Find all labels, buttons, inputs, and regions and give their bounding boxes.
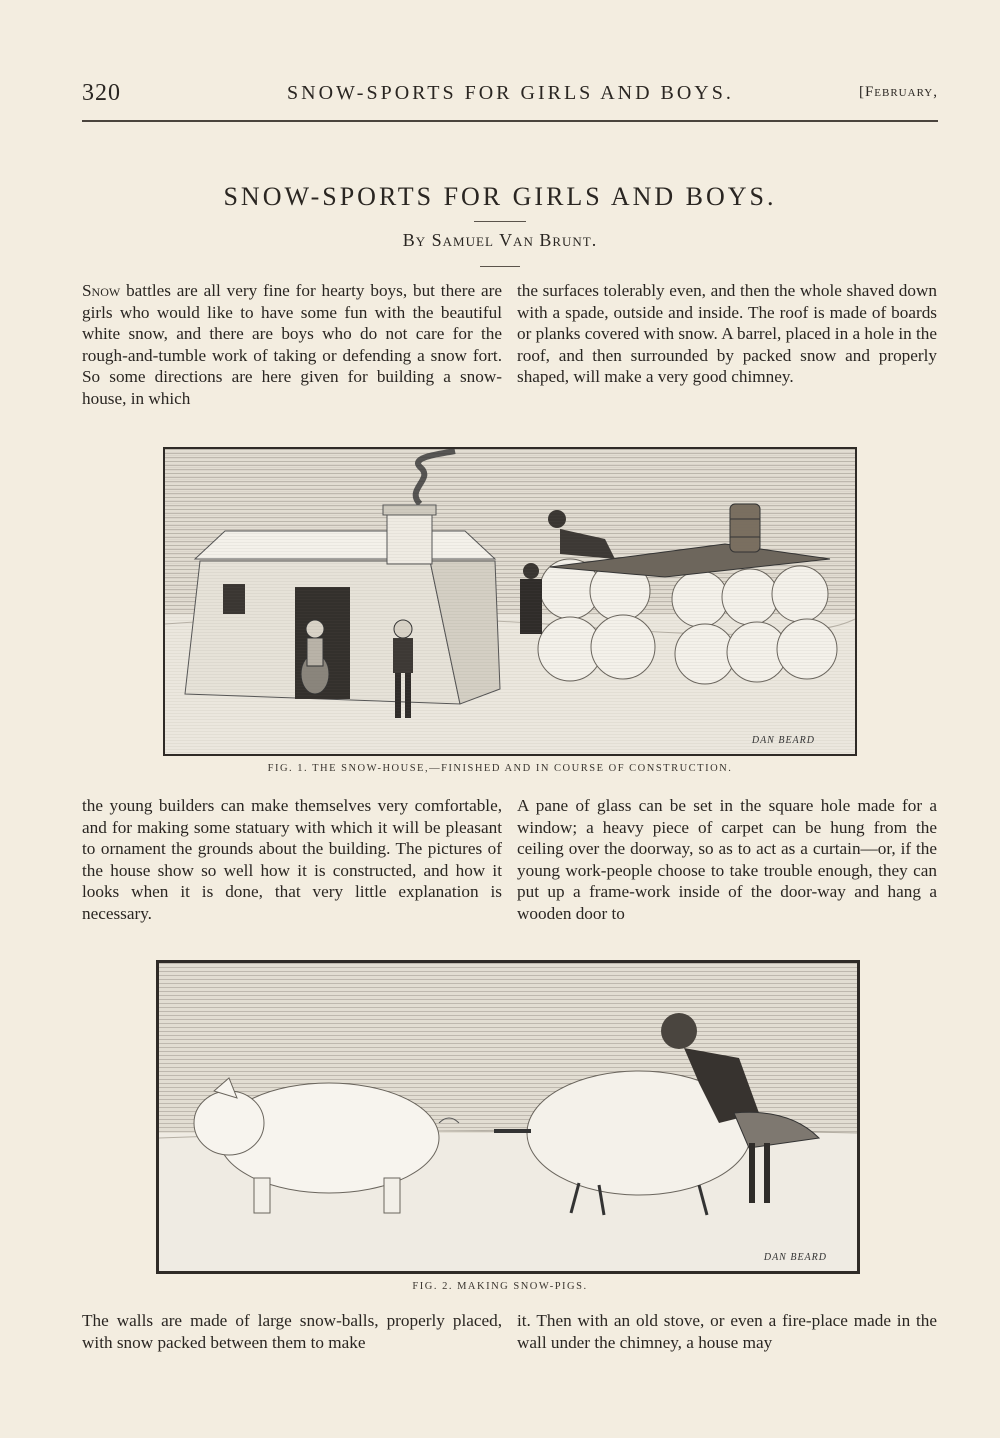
section3-left-text: The walls are made of large snow-balls, properly placed, with snow packed between them to make [82, 1311, 502, 1352]
figure1-illustration [163, 447, 857, 756]
section2-left-text: the young builders can make themselves very comfortable, and for making some statuary with which it will be pleasant to ornament the grounds about the building. The pictures of the house show so well how it is constructed, and how it looks when it is done, that very little explanation is necessary. [82, 796, 502, 923]
figure1-signature: DAN BEARD [751, 735, 815, 746]
running-head [82, 80, 938, 110]
section1-left-paragraph [82, 280, 502, 410]
section3-right-column [517, 1310, 937, 1353]
title-rule [474, 221, 526, 222]
opening-word: Snow [82, 281, 121, 300]
section3-left-column [82, 1310, 502, 1353]
section3-right-text: it. Then with an old stove, or even a fire-place made in the wall under the chimney, a house may [517, 1311, 937, 1352]
section2-left-column [82, 795, 502, 925]
section1-right-text: the surfaces tolerably even, and then the whole shaved down with a spade, outside and inside. The roof is made of boards or planks covered with snow. A barrel, placed in a hole in the roof, and then surrounded by packed snow and properly shaped, will make a very good chimney. [517, 281, 937, 387]
section2-right-column [517, 795, 937, 925]
figure2-illustration [156, 960, 860, 1274]
snow-pigs-engraving [159, 963, 857, 1271]
byline-rule [480, 266, 520, 267]
snow-house-engraving [165, 449, 855, 754]
running-month: [February, [858, 84, 938, 100]
byline: By Samuel Van Brunt. [402, 230, 598, 250]
article-title: SNOW-SPORTS FOR GIRLS AND BOYS. [223, 182, 777, 211]
section1-left-text: battles are all very fine for hearty boys, but there are girls who would like to have some fun with the beautiful white snow, and there are boys who do not care for the rough-and-tumble work of taking or defending a snow fort. So some directions are here given for building a snow-house, in which [82, 281, 502, 408]
section1-right-column [517, 280, 937, 388]
running-title: SNOW-SPORTS FOR GIRLS AND BOYS. [287, 82, 734, 104]
page-number: 320 [82, 80, 121, 106]
figure1-caption: FIG. 1. THE SNOW-HOUSE,—FINISHED AND IN COURSE OF CONSTRUCTION. [267, 763, 733, 774]
header-rule [82, 120, 938, 122]
section1-left-column [82, 280, 502, 410]
section2-right-text: A pane of glass can be set in the square hole made for a window; a heavy piece of carpet can be hung from the ceiling over the doorway, so as to act as a curtain—or, if the young work-people choose to take trouble enough, they can put up a frame-work inside of the door-way and hang a wooden door to [517, 796, 937, 923]
figure2-caption: FIG. 2. MAKING SNOW-PIGS. [412, 1281, 588, 1292]
figure2-signature: DAN BEARD [763, 1252, 827, 1263]
